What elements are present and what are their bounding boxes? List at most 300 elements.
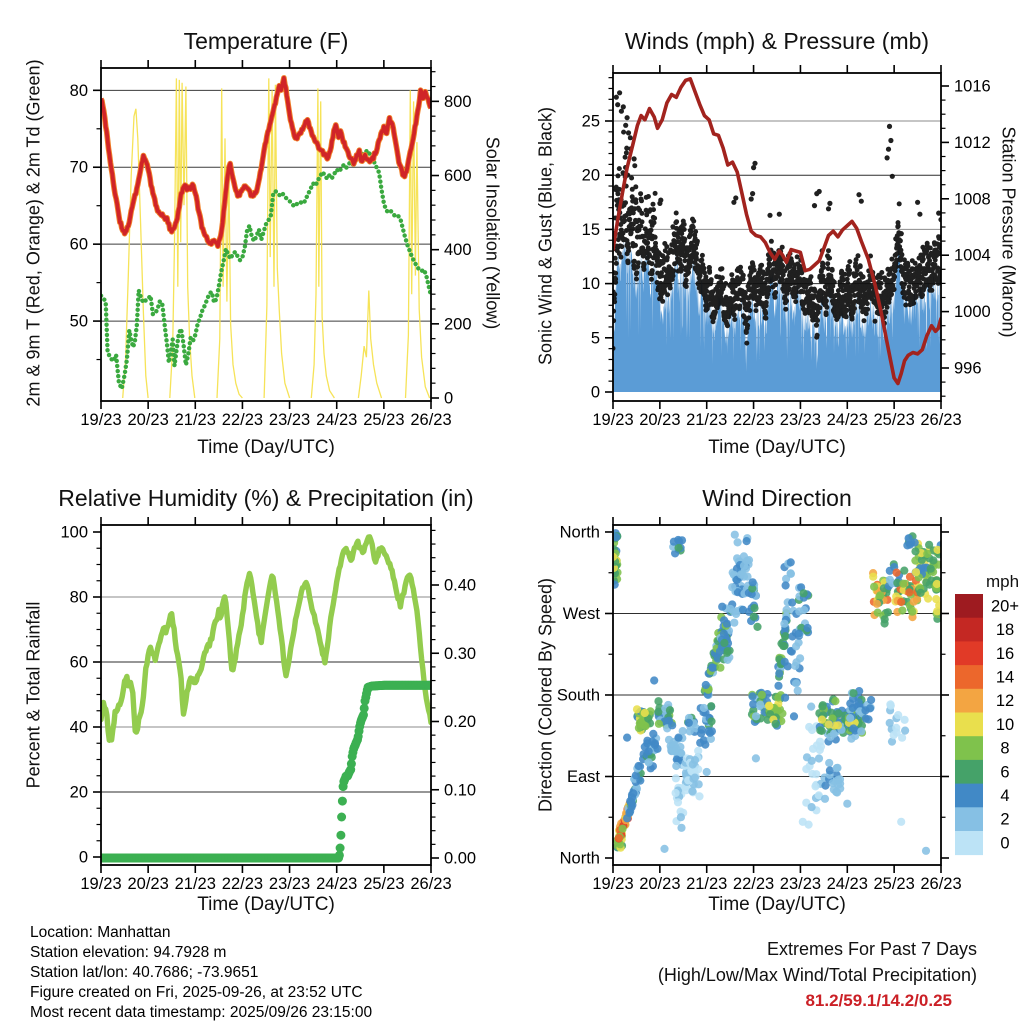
gust-dot xyxy=(695,240,700,245)
wind-direction-dot xyxy=(897,598,905,606)
gust-dot xyxy=(626,248,631,253)
wind-direction-dot xyxy=(629,789,637,797)
gust-dot xyxy=(652,216,657,221)
gust-dot xyxy=(630,226,635,231)
temperature-2m-line xyxy=(101,78,431,246)
y-tick-label: 60 xyxy=(69,235,88,254)
gust-dot xyxy=(688,264,693,269)
extremes-block xyxy=(512,936,977,1014)
gust-dot xyxy=(623,200,628,205)
colorbar-tick-label: 18 xyxy=(995,621,1015,640)
gust-dot xyxy=(619,244,624,249)
wind-direction-dot xyxy=(894,711,902,719)
wind-direction-dot xyxy=(645,758,653,766)
gust-dot xyxy=(633,243,638,248)
wind-direction-dot xyxy=(790,712,798,720)
y-tick-label: 400 xyxy=(444,241,472,260)
wind-direction-dot xyxy=(807,703,815,711)
wind-direction-dot xyxy=(815,754,823,762)
gust-dot xyxy=(814,323,819,328)
gust-dot xyxy=(845,277,850,282)
y-tick-label: 80 xyxy=(69,81,88,100)
gust-dot xyxy=(745,323,750,328)
gust-dot xyxy=(744,341,749,346)
gust-dot xyxy=(920,293,925,298)
x-tick-label: 21/23 xyxy=(686,411,728,429)
y-tick-label: 20 xyxy=(69,783,88,802)
gust-outlier-dot xyxy=(614,95,619,100)
colorbar-swatch xyxy=(955,665,983,689)
gust-dot xyxy=(927,258,932,263)
wind-direction-dot xyxy=(811,782,819,790)
x-tick-label: 19/23 xyxy=(592,411,634,429)
colorbar-tick-label: 20+ xyxy=(991,597,1019,616)
wind-direction-dot xyxy=(791,662,799,670)
gust-dot xyxy=(684,284,689,289)
gust-outlier-dot xyxy=(859,199,864,204)
wind-direction-dot xyxy=(867,696,875,704)
footer-timestamp: Most recent data timestamp: 2025/09/26 23:15:00 xyxy=(30,1004,373,1021)
panel-winds-title: Winds (mph) & Pressure (mb) xyxy=(624,28,930,54)
wind-direction-dot xyxy=(645,747,653,755)
station-footer xyxy=(30,923,372,1023)
wind-direction-dot xyxy=(873,600,881,608)
x-tick-label: 26/23 xyxy=(410,411,452,429)
colorbar-tick-label: 4 xyxy=(1000,786,1010,805)
gust-dot xyxy=(933,258,938,263)
x-tick-label: 24/23 xyxy=(826,875,868,893)
wind-direction-dot xyxy=(615,834,623,842)
gust-dot xyxy=(889,257,894,262)
gust-dot xyxy=(638,224,643,229)
wind-direction-dot xyxy=(632,771,640,779)
wind-direction-dot xyxy=(752,754,760,762)
gust-dot xyxy=(899,252,904,257)
wind-direction-dot xyxy=(881,615,889,623)
gust-outlier-dot xyxy=(632,156,637,161)
gust-dot xyxy=(671,273,676,278)
gust-dot xyxy=(674,219,679,224)
x-tick-label: 21/23 xyxy=(686,875,728,893)
wind-direction-dot xyxy=(707,717,715,725)
wind-direction-dot xyxy=(758,691,766,699)
gust-dot xyxy=(649,228,654,233)
panel-humidity-precip xyxy=(60,517,476,893)
panel-temperature xyxy=(70,60,472,429)
wind-direction-dot xyxy=(698,726,706,734)
wind-direction-dot xyxy=(706,729,714,737)
wind-direction-dot xyxy=(912,568,920,576)
wind-direction-dot xyxy=(857,727,865,735)
gust-dot xyxy=(686,270,691,275)
y-tick-label: West xyxy=(562,604,600,623)
extremes-title: Extremes For Past 7 Days xyxy=(766,939,977,959)
wind-direction-dot xyxy=(660,845,668,853)
y-tick-label: 70 xyxy=(69,158,88,177)
gust-dot xyxy=(754,308,759,313)
gust-dot xyxy=(892,287,897,292)
direction-series xyxy=(609,529,945,855)
gust-dot xyxy=(627,217,632,222)
wind-direction-dot xyxy=(933,580,941,588)
wind-direction-dot xyxy=(843,800,851,808)
gust-outlier-dot xyxy=(625,115,630,120)
gust-dot xyxy=(830,267,835,272)
footer-created: Figure created on Fri, 2025-09-26, at 23:52 UTC xyxy=(30,984,363,1001)
gust-dot xyxy=(783,307,788,312)
wind-direction-dot xyxy=(832,788,840,796)
wind-direction-dot xyxy=(796,654,804,662)
precip-dot xyxy=(338,797,347,806)
wind-direction-dot xyxy=(794,687,802,695)
extremes-values: 81.2/59.1/14.2/0.25 xyxy=(805,991,952,1010)
y-tick-label: 0 xyxy=(444,389,454,408)
gust-dot xyxy=(824,310,829,315)
wind-direction-dot xyxy=(636,719,644,727)
gust-dot xyxy=(668,286,673,291)
wind-direction-dot xyxy=(679,727,687,735)
x-tick-label: 23/23 xyxy=(268,875,311,893)
wind-direction-dot xyxy=(792,642,800,650)
wind-direction-dot xyxy=(694,747,702,755)
gust-dot xyxy=(699,258,704,263)
colorbar-tick-label: 16 xyxy=(995,644,1015,663)
wind-direction-dot xyxy=(870,583,878,591)
gust-dot xyxy=(698,273,703,278)
wind-direction-dot xyxy=(654,697,662,705)
wind-direction-dot xyxy=(775,669,783,677)
gust-dot xyxy=(911,301,916,306)
gust-dot xyxy=(852,306,857,311)
wind-direction-dot xyxy=(833,764,841,772)
wind-direction-dot xyxy=(825,720,833,728)
gust-dot xyxy=(720,275,725,280)
wind-direction-dot xyxy=(716,664,724,672)
wind-direction-dot xyxy=(627,798,635,806)
gust-dot xyxy=(879,270,884,275)
wind-direction-dot xyxy=(655,720,663,728)
gust-dot xyxy=(763,311,768,316)
gust-dot xyxy=(898,248,903,253)
gust-dot xyxy=(873,319,878,324)
gust-dot xyxy=(763,316,768,321)
wind-direction-dot xyxy=(720,639,728,647)
y-tick-label: 100 xyxy=(60,523,88,542)
y-tick-label: 1000 xyxy=(954,303,991,322)
gust-dot xyxy=(815,333,820,338)
wind-direction-dot xyxy=(772,720,780,728)
gust-dot xyxy=(821,274,826,279)
wind-direction-dot xyxy=(899,580,907,588)
gust-dot xyxy=(879,281,884,286)
gust-outlier-dot xyxy=(767,213,772,218)
gust-outlier-dot xyxy=(749,196,754,201)
gust-dot xyxy=(622,218,627,223)
wind-direction-dot xyxy=(691,774,699,782)
wind-direction-dot xyxy=(800,606,808,614)
wind-direction-dot xyxy=(724,656,732,664)
temperature-y-axis-label-right: Solar Insolation (Yellow) xyxy=(482,136,503,330)
wind-direction-dot xyxy=(884,608,892,616)
gust-outlier-dot xyxy=(817,189,822,194)
gust-dot xyxy=(741,277,746,282)
wind-direction-dot xyxy=(749,578,757,586)
gust-dot xyxy=(789,259,794,264)
wind-direction-dot xyxy=(917,589,925,597)
y-tick-label: 200 xyxy=(444,315,472,334)
gust-dot xyxy=(693,229,698,234)
wind-direction-dot xyxy=(743,537,751,545)
gust-dot xyxy=(639,198,644,203)
wind-direction-dot xyxy=(723,620,731,628)
y-tick-label: 40 xyxy=(69,718,88,737)
y-tick-label: East xyxy=(566,767,600,786)
wind-direction-dot xyxy=(922,847,930,855)
gust-dot xyxy=(719,266,724,271)
wind-direction-dot xyxy=(650,676,658,684)
gust-dot xyxy=(769,239,774,244)
wind-direction-dot xyxy=(808,803,816,811)
wind-direction-dot xyxy=(887,702,895,710)
gust-dot xyxy=(780,263,785,268)
wind-direction-dot xyxy=(619,825,627,833)
gust-outlier-dot xyxy=(621,104,626,109)
plot-frame xyxy=(101,525,431,865)
colorbar-swatch xyxy=(955,831,983,855)
gust-dot xyxy=(914,294,919,299)
wind-direction-dot xyxy=(700,704,708,712)
wind-direction-dot xyxy=(876,591,884,599)
wind-direction-dot xyxy=(677,824,685,832)
gust-dot xyxy=(793,299,798,304)
wind-direction-dot xyxy=(903,541,911,549)
wind-direction-dot xyxy=(688,787,696,795)
y-tick-label: 600 xyxy=(444,167,472,186)
gust-dot xyxy=(764,303,769,308)
x-tick-label: 24/23 xyxy=(316,875,358,893)
wind-direction-dot xyxy=(750,604,758,612)
gust-dot xyxy=(744,330,749,335)
wind-direction-dot xyxy=(623,734,631,742)
y-tick-label: 80 xyxy=(69,588,88,607)
gust-outlier-dot xyxy=(827,201,832,206)
wind-direction-dot xyxy=(696,739,704,747)
wind-direction-dot xyxy=(635,762,643,770)
gust-dot xyxy=(844,314,849,319)
y-tick-label: 0 xyxy=(590,383,600,402)
x-tick-label: 24/23 xyxy=(316,411,358,429)
wind-direction-dot xyxy=(787,558,795,566)
gust-dot xyxy=(780,277,785,282)
wind-direction-dot xyxy=(678,536,686,544)
wind-direction-dot xyxy=(818,716,826,724)
wind-direction-dot xyxy=(808,770,816,778)
wind-direction-dot xyxy=(677,813,685,821)
wind-direction-dot xyxy=(825,759,833,767)
gust-dot xyxy=(824,298,829,303)
x-tick-label: 23/23 xyxy=(779,411,822,429)
x-tick-label: 26/23 xyxy=(920,411,962,429)
gust-dot xyxy=(642,267,647,272)
gust-dot xyxy=(650,268,655,273)
y-tick-label: 0.00 xyxy=(444,849,477,868)
wind-direction-dot xyxy=(821,782,829,790)
x-tick-label: 22/23 xyxy=(221,875,264,893)
gust-dot xyxy=(773,290,778,295)
x-tick-label: 19/23 xyxy=(80,875,122,893)
wind-direction-dot xyxy=(695,792,703,800)
gust-dot xyxy=(633,200,638,205)
x-tick-label: 20/23 xyxy=(639,875,681,893)
humidity-y-axis-label-left: Percent & Total Rainfall xyxy=(23,601,44,789)
wind-direction-dot xyxy=(813,741,821,749)
wind-direction-dot xyxy=(708,664,716,672)
humidity-series xyxy=(97,537,436,863)
colorbar-swatch xyxy=(955,807,983,831)
gust-dot xyxy=(649,261,654,266)
gust-dot xyxy=(649,277,654,282)
footer-location: Location: Manhattan xyxy=(30,924,171,941)
solar-insolation-line xyxy=(358,291,381,399)
panel-winds-pressure xyxy=(582,65,991,429)
wind-direction-dot xyxy=(734,538,742,546)
y-tick-label: 1012 xyxy=(954,133,991,152)
gust-dot xyxy=(847,268,852,273)
gust-dot xyxy=(847,259,852,264)
gust-outlier-dot xyxy=(617,90,622,95)
colorbar-tick-label: 0 xyxy=(1000,834,1010,853)
gust-dot xyxy=(827,256,832,261)
gust-dot xyxy=(632,163,637,168)
wind-direction-dot xyxy=(674,798,682,806)
wind-direction-dot xyxy=(752,712,760,720)
gust-dot xyxy=(885,305,890,310)
gust-dot xyxy=(825,261,830,266)
gust-dot xyxy=(619,255,624,260)
gust-dot xyxy=(691,225,696,230)
wind-direction-dot xyxy=(821,795,829,803)
gust-dot xyxy=(694,251,699,256)
footer-elevation: Station elevation: 94.7928 m xyxy=(30,944,227,961)
wind-direction-dot xyxy=(900,567,908,575)
wind-direction-dot xyxy=(893,729,901,737)
colorbar-swatch xyxy=(955,760,983,784)
wind-direction-dot xyxy=(672,745,680,753)
x-tick-label: 25/23 xyxy=(873,875,915,893)
gust-dot xyxy=(865,307,870,312)
wind-direction-dot xyxy=(795,630,803,638)
gust-outlier-dot xyxy=(812,203,817,208)
gust-dot xyxy=(759,263,764,268)
x-tick-label: 22/23 xyxy=(221,411,264,429)
colorbar-swatch xyxy=(955,713,983,737)
x-tick-label: 19/23 xyxy=(80,411,122,429)
gust-dot xyxy=(897,201,902,206)
wind-direction-dot xyxy=(908,608,916,616)
wind-direction-dot xyxy=(849,689,857,697)
gust-dot xyxy=(691,219,696,224)
gust-dot xyxy=(626,260,631,265)
y-tick-label: North xyxy=(559,523,600,542)
wind-direction-dot xyxy=(849,724,857,732)
colorbar-swatch xyxy=(955,641,983,665)
gust-dot xyxy=(913,261,918,266)
footer-latlon: Station lat/lon: 40.7686; -73.9651 xyxy=(30,964,259,981)
x-tick-label: 21/23 xyxy=(174,411,216,429)
gust-dot xyxy=(651,202,656,207)
wind-direction-dot xyxy=(716,647,724,655)
wind-direction-dot xyxy=(927,565,935,573)
wind-direction-dot xyxy=(672,789,680,797)
gust-dot xyxy=(684,278,689,283)
colorbar-swatch xyxy=(955,784,983,808)
colorbar-swatch xyxy=(955,618,983,642)
gust-outlier-dot xyxy=(856,192,861,197)
gust-dot xyxy=(615,191,620,196)
extremes-subtitle: (High/Low/Max Wind/Total Precipitation) xyxy=(657,965,977,985)
gust-dot xyxy=(674,211,679,216)
temperature-x-axis-label: Time (Day/UTC) xyxy=(197,437,335,458)
colorbar-tick-label: 8 xyxy=(1000,739,1010,758)
x-tick-label: 24/23 xyxy=(826,411,868,429)
x-tick-label: 20/23 xyxy=(127,411,169,429)
wind-direction-dot xyxy=(846,714,854,722)
gust-outlier-dot xyxy=(626,130,631,135)
wind-direction-dot xyxy=(651,741,659,749)
humidity-line xyxy=(101,537,431,740)
gust-dot xyxy=(617,166,622,171)
wind-direction-dot xyxy=(803,753,811,761)
y-tick-label: 15 xyxy=(581,220,600,239)
winddir-y-axis-label-left: Direction (Colored By Speed) xyxy=(535,577,556,813)
y-tick-label: 996 xyxy=(954,359,982,378)
gust-dot xyxy=(773,295,778,300)
panel-humidity-title: Relative Humidity (%) & Precipitation (in) xyxy=(58,485,474,511)
wind-direction-dot xyxy=(672,774,680,782)
wind-direction-dot xyxy=(905,588,913,596)
wind-direction-dot xyxy=(724,647,732,655)
winds-y-axis-label-right: Station Pressure (Maroon) xyxy=(998,126,1019,338)
gust-dot xyxy=(862,318,867,323)
gust-dot xyxy=(614,261,619,266)
wind-direction-dot xyxy=(781,694,789,702)
colorbar-swatch xyxy=(955,594,983,618)
gust-outlier-dot xyxy=(750,191,755,196)
gust-dot xyxy=(725,323,730,328)
gust-outlier-dot xyxy=(886,147,891,152)
wind-direction-dot xyxy=(749,700,757,708)
winddir-x-axis-label: Time (Day/UTC) xyxy=(708,894,846,915)
wind-direction-dot xyxy=(781,632,789,640)
y-tick-label: 0.20 xyxy=(444,713,477,731)
precip-dots xyxy=(97,681,436,863)
x-tick-label: 23/23 xyxy=(779,875,822,893)
colorbar-tick-label: 10 xyxy=(995,715,1015,734)
wind-direction-dot xyxy=(756,701,764,709)
gust-outlier-dot xyxy=(885,155,890,160)
y-tick-label: North xyxy=(559,849,600,868)
wind-direction-dot xyxy=(893,569,901,577)
y-tick-label: 1004 xyxy=(954,246,991,265)
gust-dot xyxy=(899,231,904,236)
y-tick-label: 0.40 xyxy=(444,576,477,595)
x-tick-label: 20/23 xyxy=(639,411,681,429)
x-tick-label: 25/23 xyxy=(363,411,405,429)
x-tick-label: 26/23 xyxy=(410,875,452,893)
wind-direction-dot xyxy=(781,658,789,666)
winds-x-axis-label: Time (Day/UTC) xyxy=(708,437,846,458)
gust-dot xyxy=(746,315,751,320)
